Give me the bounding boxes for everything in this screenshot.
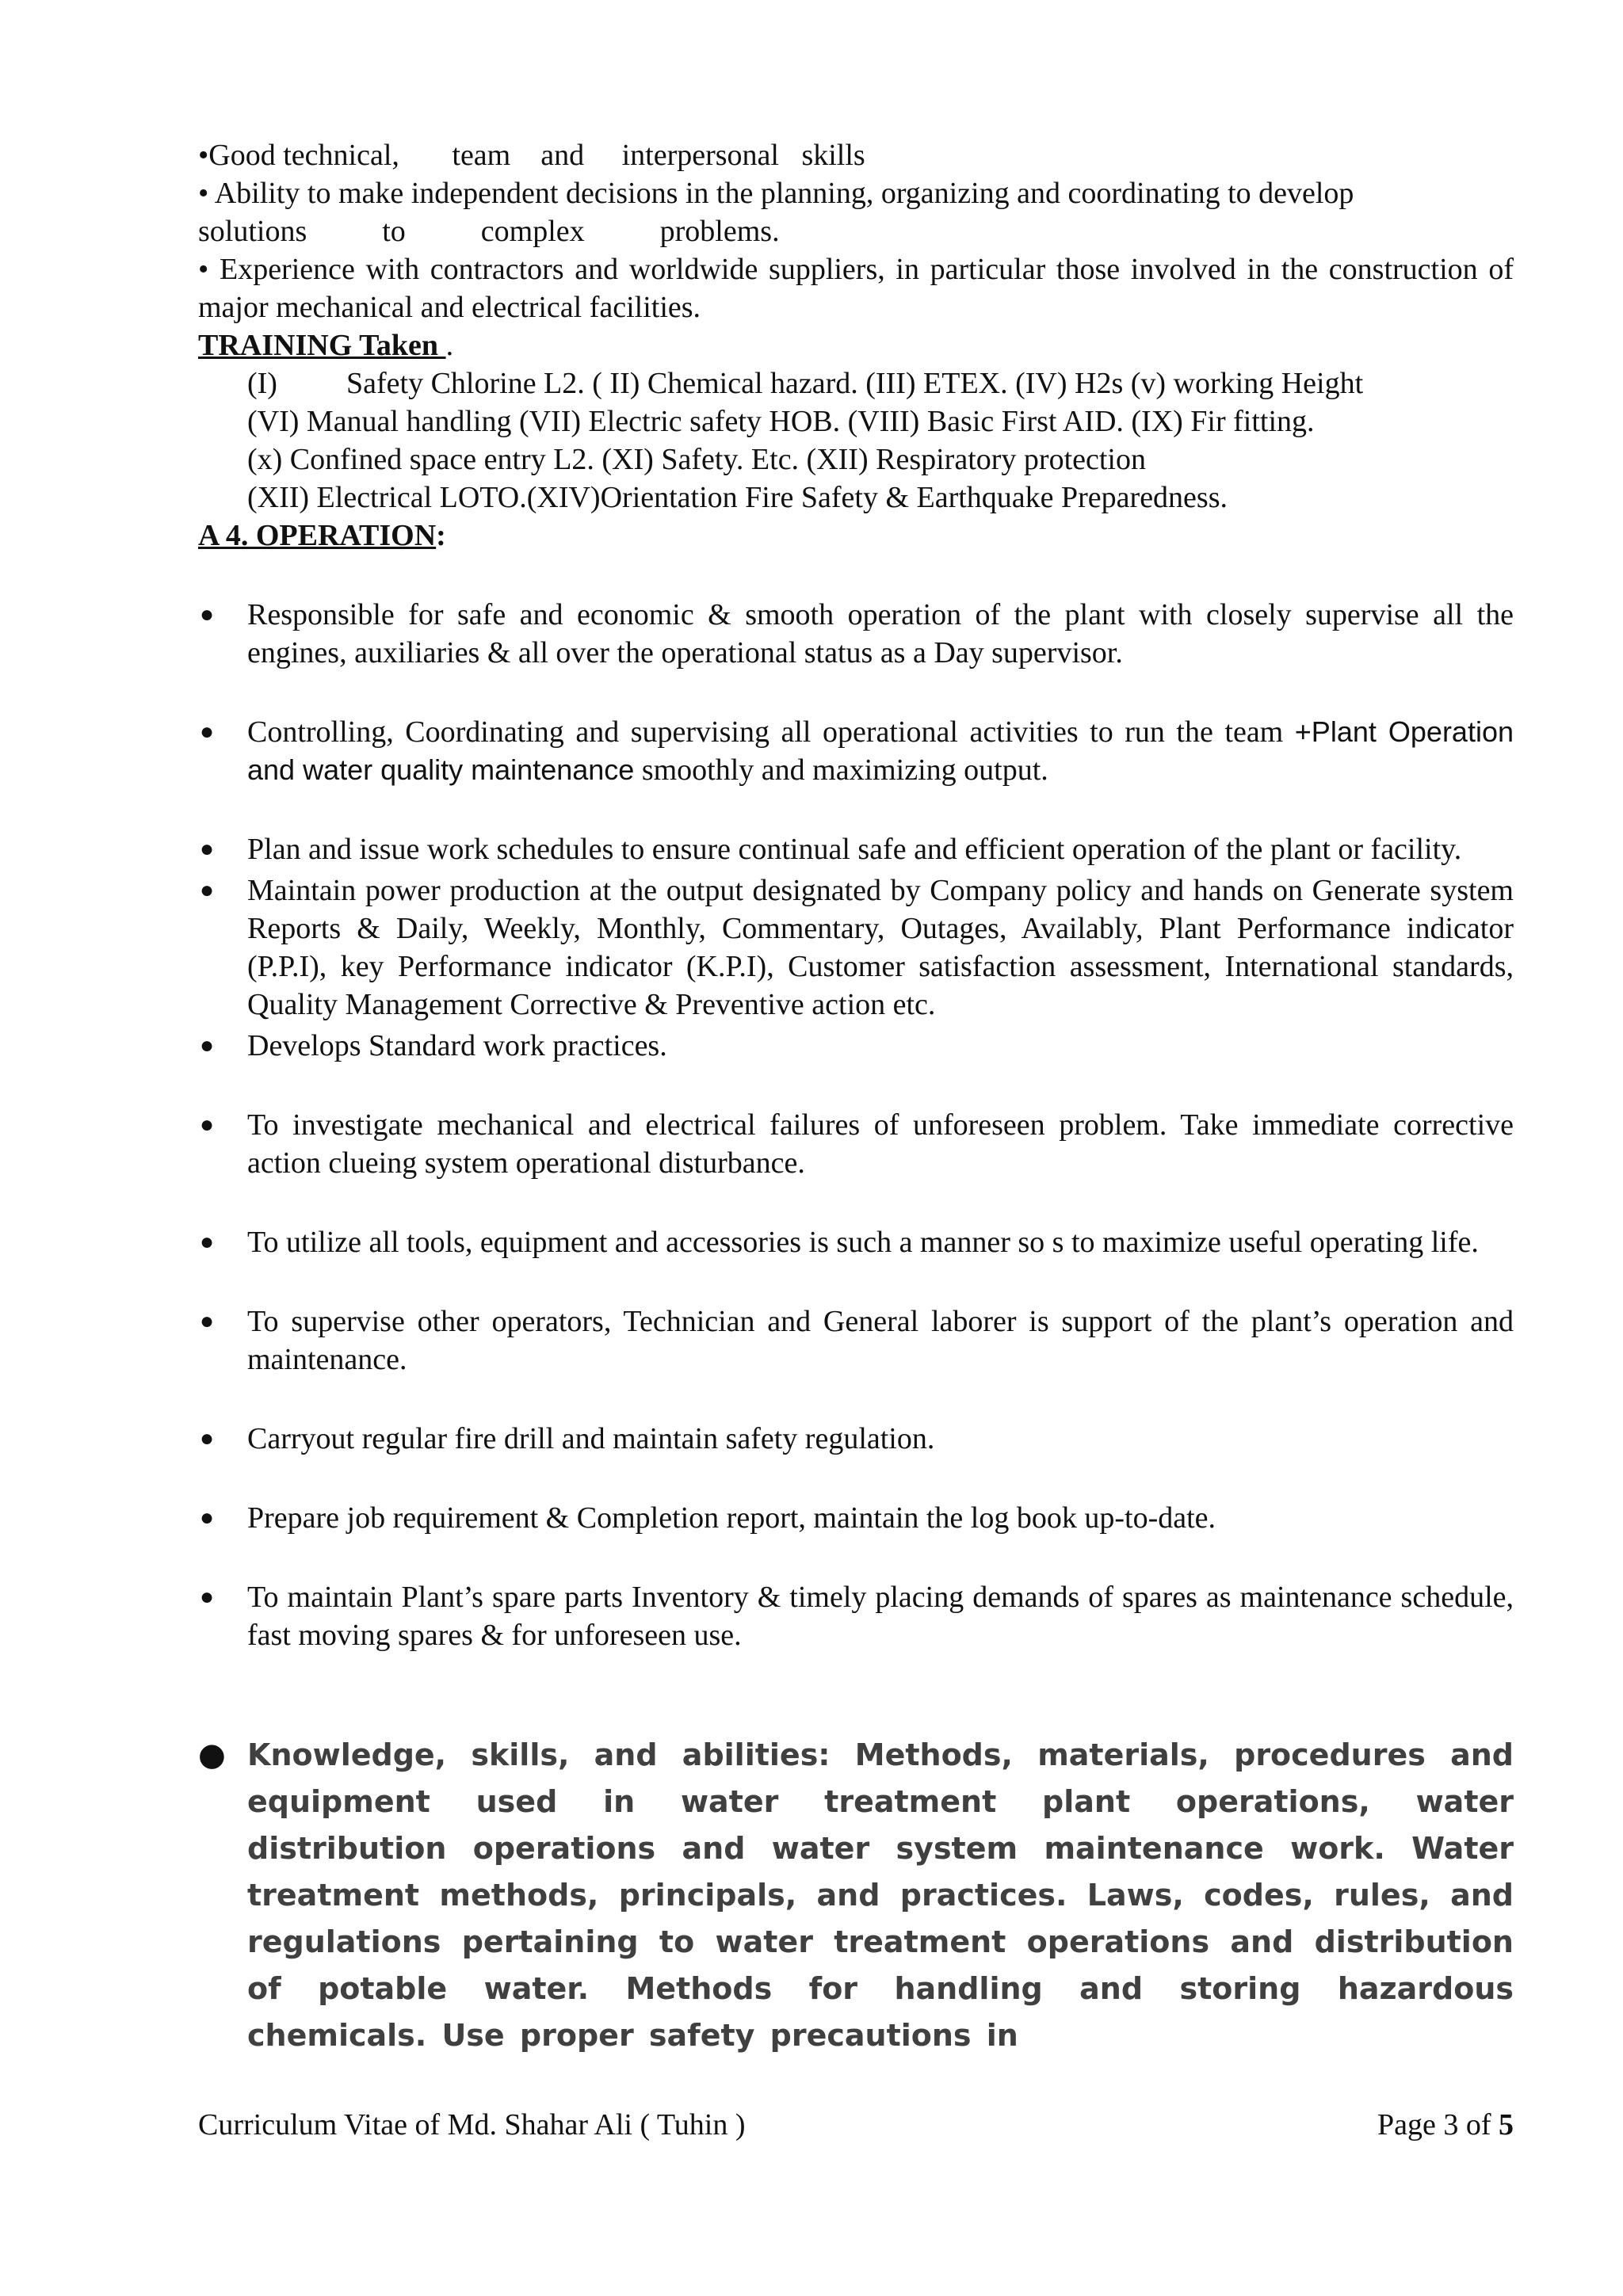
page-footer: [198, 2106, 1514, 2144]
footer-page-total: 5: [1499, 2108, 1514, 2142]
list-item: [198, 871, 1514, 1024]
bullet-icon: ●: [200, 1425, 215, 1451]
bullet-icon: ●: [200, 836, 215, 862]
list-item: [198, 1027, 1514, 1065]
list-item-text: Plan and issue work schedules to ensure continual safe and efficient operation of the plant or facility.: [247, 833, 1462, 866]
bullet-icon: ●: [198, 1737, 226, 1773]
list-item: [198, 596, 1514, 672]
training-heading-text: TRAINING Taken: [198, 329, 446, 362]
list-item-text: Controlling, Coordinating and supervising all operational activities to run the team: [247, 715, 1295, 749]
training-line-1-text: Safety Chlorine L2. ( II) Chemical hazard. (III) ETEX. (IV) H2s (v) working Height: [346, 367, 1364, 400]
list-item: [198, 830, 1514, 868]
list-item-text: To utilize all tools, equipment and accessories is such a manner so s to maximize useful operating life.: [247, 1226, 1479, 1259]
list-item-text: To investigate mechanical and electrical failures of unforeseen problem. Take immediate corrective action clueing system operational disturbance.: [247, 1108, 1514, 1180]
bullet-icon: ●: [200, 1229, 215, 1255]
list-item: [198, 1302, 1514, 1379]
list-item-text: To supervise other operators, Technician and General laborer is support of the plant’s operation and maintenance.: [247, 1305, 1514, 1376]
training-line-2: [247, 402, 1514, 441]
intro-skills-line: [198, 136, 1514, 174]
training-line-1-lead: (I): [247, 367, 277, 400]
list-item-text: To maintain Plant’s spare parts Inventory & timely placing demands of spares as maintenance schedule, fast moving spares & for unforeseen use.: [247, 1581, 1514, 1652]
training-line-4-text: (XII) Electrical LOTO.(XIV)Orientation Fire Safety & Earthquake Preparedness.: [247, 481, 1228, 514]
intro-ability-line: [198, 174, 1514, 212]
list-item: [198, 1223, 1514, 1261]
bullet-icon: ●: [200, 1032, 215, 1058]
bullet-icon: ●: [200, 1505, 215, 1531]
intro-experience-paragraph: [198, 250, 1514, 326]
training-line-2-text: (VI) Manual handling (VII) Electric safety HOB. (VIII) Basic First AID. (IX) Fir fitting.: [247, 405, 1315, 438]
list-item: [198, 1499, 1514, 1537]
training-heading: [198, 326, 1514, 364]
footer-page-number: [1377, 2106, 1514, 2144]
bullet-icon: ●: [200, 1112, 215, 1138]
footer-page-prefix: Page 3 of: [1377, 2108, 1499, 2142]
list-item: [198, 713, 1514, 789]
training-line-3: [247, 441, 1514, 479]
list-item-text-tail: smoothly and maximizing output.: [634, 753, 1048, 787]
list-item-text: Develops Standard work practices.: [247, 1029, 667, 1062]
intro-ability-line-2: [198, 212, 1514, 250]
list-item-text: Responsible for safe and economic & smooth operation of the plant with closely supervise all the engines, auxiliaries & all over the operational status as a Day supervisor.: [247, 598, 1514, 669]
list-item: [198, 1420, 1514, 1458]
list-item: [198, 1106, 1514, 1182]
footer-cv-title: Curriculum Vitae of Md. Shahar Ali ( Tuhin ): [198, 2108, 746, 2142]
list-item-text-sans: +Plant Operation and water quality maintenance: [247, 715, 1514, 786]
knowledge-skills-text: Knowledge, skills, and abilities: Methods, materials, procedures and equipment used in water treatment plant operations, water distribution operations and water system maintenance work. Water treatment methods, principals, and practices. Laws, codes, rules, and regulations pertaining to water treatment operations and distribution of potable water. Methods for handling and storing hazardous chemicals. Use proper safety precautions in: [247, 1737, 1514, 2053]
intro-skills-text: •Good technical, team and interpersonal skills: [198, 139, 865, 172]
list-item-text: Carryout regular fire drill and maintain safety regulation.: [247, 1422, 935, 1455]
operation-heading-text: A 4. OPERATION: [198, 519, 437, 552]
list-item-text: Prepare job requirement & Completion report, maintain the log book up-to-date.: [247, 1501, 1216, 1535]
bullet-icon: ●: [200, 601, 215, 627]
page-content: [198, 136, 1514, 2053]
intro-ability-text-2: solutions to complex problems.: [198, 215, 780, 248]
training-list: [198, 364, 1514, 517]
bullet-icon: ●: [200, 877, 215, 903]
training-line-1: [247, 364, 1514, 402]
list-item-text: Maintain power production at the output designated by Company policy and hands on Generate system Reports & Daily, Weekly, Monthly, Commentary, Outages, Availably, Plant Performance indicator (P.P.I), key Performance indicator (K.P.I), Customer satisfaction assessment, International standards, Quality Management Corrective & Preventive action etc.: [247, 874, 1514, 1021]
operation-heading: [198, 517, 1514, 555]
knowledge-skills-paragraph: [198, 1732, 1514, 2053]
bullet-icon: ●: [200, 719, 215, 745]
intro-ability-text: • Ability to make independent decisions in the planning, organizing and coordinating to develop: [198, 177, 1354, 210]
operation-heading-suffix: :: [436, 519, 446, 552]
bullet-icon: ●: [200, 1584, 215, 1610]
intro-experience-text: • Experience with contractors and worldwide suppliers, in particular those involved in the construction of major mechanical and electrical facilities.: [198, 253, 1514, 324]
operation-bullet-list: [198, 596, 1514, 1654]
training-line-4: [247, 479, 1514, 517]
training-heading-suffix: .: [445, 329, 454, 362]
bullet-icon: ●: [200, 1308, 215, 1334]
training-line-3-text: (x) Confined space entry L2. (XI) Safety. Etc. (XII) Respiratory protection: [247, 443, 1146, 476]
list-item: [198, 1578, 1514, 1654]
